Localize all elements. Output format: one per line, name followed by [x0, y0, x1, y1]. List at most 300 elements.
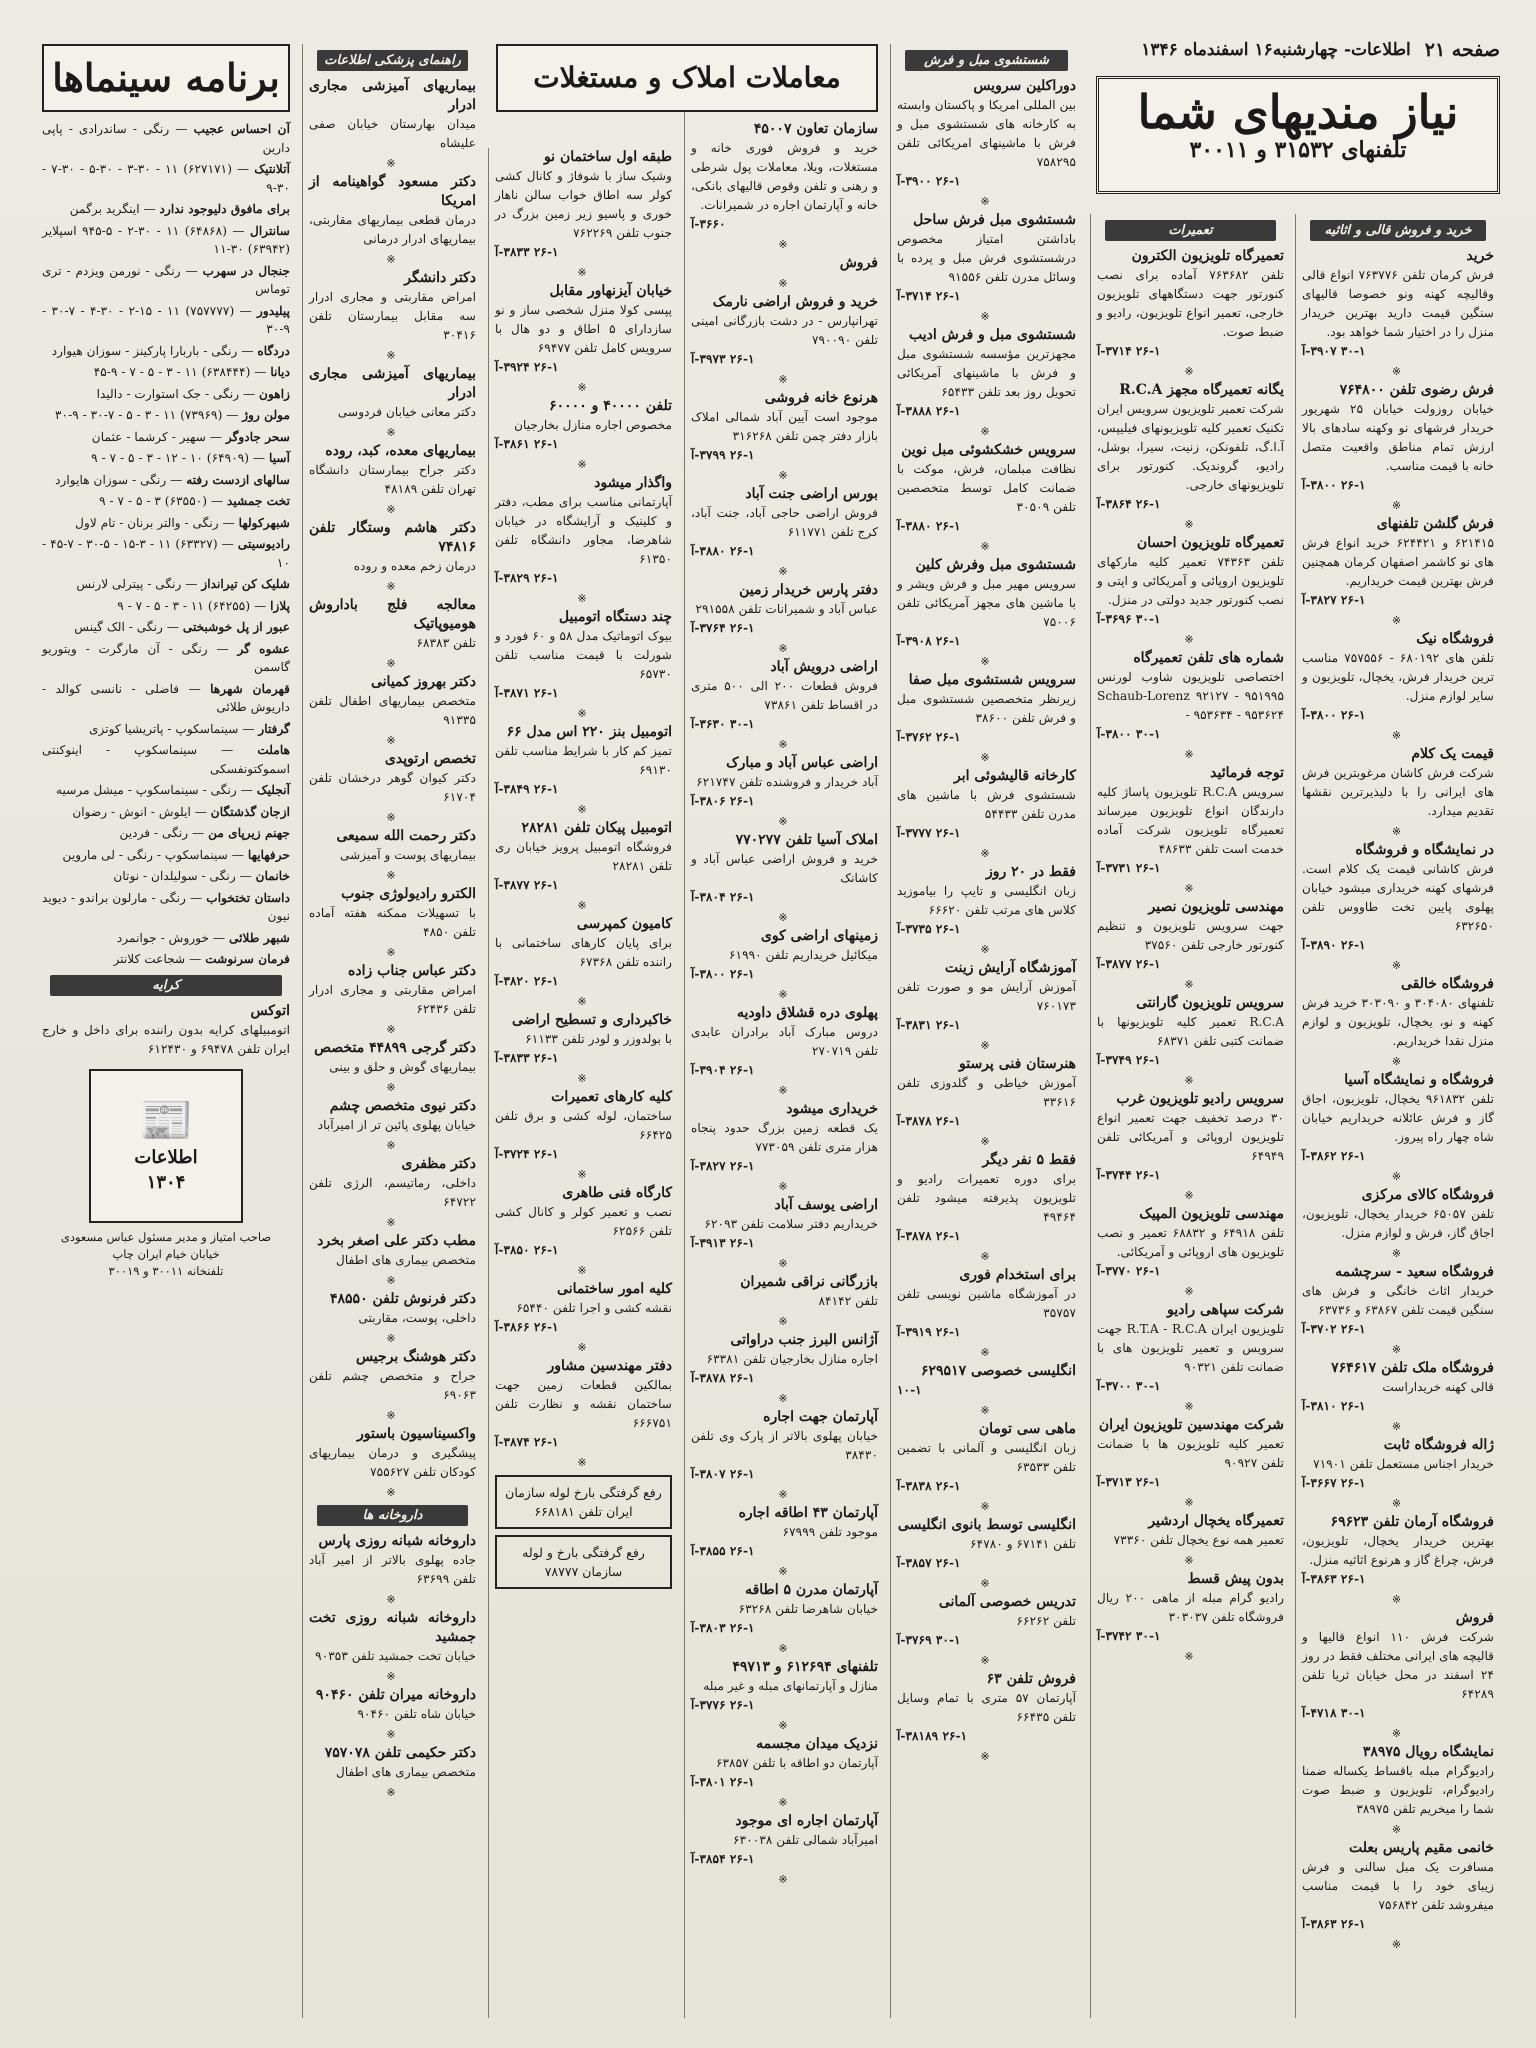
classified-ad — [1302, 1513, 1494, 1589]
column-furniture — [890, 44, 1082, 2018]
ad-text: دکتر معانی خیابان فردوسی — [337, 405, 476, 419]
ad-list — [309, 77, 476, 1499]
ad-code: ۲۶-۱ ۳۸۱۸۹-آ — [897, 1729, 968, 1743]
ad-title: فروشگاه سعید - سرچشمه — [1335, 1264, 1494, 1280]
classified-ad — [897, 441, 1076, 536]
film-title: پلازا — [270, 598, 290, 613]
ad-list — [495, 148, 672, 1589]
ad-code: ۲۶-۱ ۳۸۶۱-آ — [495, 437, 559, 451]
dash: — — [226, 223, 251, 238]
ad-separator: ※ — [980, 655, 993, 668]
ad-title: شستشوی مبل فرش ساحل — [913, 212, 1076, 228]
dash: — — [162, 620, 183, 634]
ad-title: فروش — [1455, 1610, 1494, 1626]
ad-title: بورس اراضی جنت آباد — [745, 486, 878, 502]
ad-text: تلفن ۷۴۳۶۳ تعمیر کلیه مارکهای تلویزیون اروپائی و آمریکائی و اپتی و نصب کنورتور جدید دولتی در منزل. — [1097, 555, 1284, 607]
ad-separator: ※ — [1184, 1496, 1197, 1509]
ad-title: کلیه کارهای تعمیرات — [551, 1089, 672, 1105]
cinema-listing — [42, 492, 290, 511]
cinema-listing — [42, 929, 290, 948]
ad-code: ۲۶-۱ ۳۸۰۴-آ — [691, 890, 755, 904]
ad-code: ۲۶-۱ ۳۷۷۷-آ — [897, 826, 961, 840]
ad-code: ۳۰-۱ ۴۷۱۸-آ — [1302, 1706, 1366, 1720]
ad-code: ۲۶-۱ ۳۹۲۴-آ — [495, 360, 559, 374]
film-details: رنگی - سولیلدان - نوتان — [113, 869, 236, 883]
dash: — — [139, 202, 160, 216]
ad-separator: ※ — [980, 751, 993, 764]
classified-ad — [897, 959, 1076, 1035]
classified-ad — [495, 608, 672, 703]
ad-separator: ※ — [386, 1216, 399, 1229]
ad-title: توجه فرمائید — [1210, 765, 1284, 781]
ad-title: اتومبیل بنز ۲۲۰ اس مدل ۶۶ — [506, 724, 672, 740]
ad-title: دکتر هاشم وستگار تلفن ۷۴۸۱۶ — [309, 520, 476, 555]
ad-separator: ※ — [386, 253, 399, 266]
dash: — — [235, 869, 256, 883]
dash: — — [185, 890, 207, 905]
ad-text: برای دوره تعمیرات رادیو و تلویزیون پذیرفته میشود تلفن ۴۹۴۶۴ — [897, 1172, 1076, 1224]
ad-code: ۲۶-۱ ۳۸۰۳-آ — [691, 1621, 755, 1635]
film-title: شبهر طلائی — [229, 930, 290, 945]
film-details: رنگی - سوزان هایوارد — [55, 472, 167, 487]
section-header-buy-sell: خرید و فروش قالی و اثاثیه — [1310, 220, 1486, 241]
ad-separator: ※ — [577, 1264, 590, 1277]
film-details: رنگی - جک استوارت - دالیدا — [96, 386, 240, 401]
classified-ad — [495, 1184, 672, 1260]
ad-title: نمایشگاه رویال ۳۸۹۷۵ — [1362, 1744, 1494, 1760]
classified-ad — [309, 269, 476, 345]
film-details: (۶۲۷۱۷۱) ۱۱ - ۳۰-۳ - ۳۰-۵ - ۳۰-۷ - ۳۰-۹ — [42, 162, 290, 195]
ad-text: زبان انگلیسی و تایپ را بیاموزید کلاس های مرتب تلفن ۶۶۶۲۰ — [897, 884, 1076, 917]
ad-text: بیماریهای پوست و آمیزشی — [339, 848, 476, 862]
ad-title: تعمیرگاه تلویزیون احسان — [1136, 535, 1284, 551]
dash: — — [237, 343, 258, 358]
ad-separator: ※ — [386, 1728, 399, 1741]
film-title: شبهرکولها — [238, 515, 290, 530]
cinema-listing — [42, 200, 290, 219]
ad-code: ۲۶-۱ ۳۸۳۳-آ — [495, 245, 559, 259]
cinema-listing — [42, 302, 290, 339]
ad-title: آپارتمان ۴۳ اطاقه اجاره — [738, 1505, 878, 1521]
film-details: رنگی - آن مارگرت - ویتوریو گاسمن — [42, 641, 290, 674]
ad-title: شستشوی مبل وفرش کلین — [915, 557, 1076, 573]
ad-separator: ※ — [980, 1577, 993, 1590]
classified-ad — [691, 1331, 878, 1388]
ad-title: فروشگاه خالقی — [1400, 976, 1494, 992]
ad-text: تهرانپارس - در دشت بازرگانی امینی تلفن ۷۹۰۰۹۰ — [691, 314, 878, 347]
ad-title: شرکت سپاهی رادیو — [1167, 1302, 1284, 1318]
ad-code: ۲۶-۱ ۳۸۷۷-آ — [1097, 957, 1161, 971]
publisher-owner: صاحب امتیاز و مدیر مسئول عباس مسعودی — [60, 1229, 272, 1244]
publisher-info — [42, 1229, 290, 1280]
ad-title: فروش — [839, 255, 878, 271]
film-title: دردگاه — [257, 343, 290, 358]
ad-separator: ※ — [980, 195, 993, 208]
classified-ad — [495, 282, 672, 377]
ad-text: فروشگاه اتومبیل پرویز خیابان ری تلفن ۲۸۲۸۱ — [495, 840, 672, 873]
ad-title: بیماریهای معده، کبد، روده — [325, 443, 476, 459]
film-title: تخت جمشید — [227, 494, 290, 508]
classified-ad — [309, 1039, 476, 1077]
ad-text: داخلی، پوست، مقاربتی — [358, 1311, 476, 1325]
ad-separator: ※ — [577, 803, 590, 816]
cinema-listing — [42, 160, 290, 197]
ad-title: تلفن ۴۰۰۰۰ و ۶۰۰۰۰ — [549, 398, 672, 414]
classified-ad — [309, 596, 476, 653]
ad-separator: ※ — [1391, 729, 1405, 742]
ad-title: آپارتمان جهت اجاره — [763, 1409, 878, 1425]
cinema-listing — [42, 618, 290, 637]
ad-code: ۲۶-۱ ۳۹۰۸-آ — [897, 634, 961, 648]
ad-title: فروش تلفن ۶۳ — [986, 1671, 1076, 1687]
film-title: سالهای ازدست رفته — [186, 472, 290, 487]
ad-text: بیماریهای گوش و حلق و بینی — [329, 1060, 476, 1074]
film-details: رنگی - مارلون براندو - دیوید نیون — [42, 890, 290, 923]
classified-ad — [1097, 1301, 1284, 1396]
cinema-listing — [42, 575, 290, 594]
ad-title: دکتر رحمت الله سمیعی — [336, 828, 476, 844]
classified-ad — [1097, 534, 1284, 629]
dash: — — [190, 804, 211, 819]
cinema-listing — [42, 889, 290, 926]
ad-code: ۱۰-۱ — [897, 1383, 922, 1397]
needs-phones: تلفنهای ۳۱۵۳۲ و ۳۰۰۱۱ — [1189, 137, 1407, 163]
ad-separator: ※ — [778, 1642, 791, 1655]
dash: — — [166, 472, 187, 487]
ad-title: انگلیسی توسط بانوی انگلیسی — [897, 1517, 1076, 1533]
ad-text: اختصاصی تلویزیون شاوب لورنس Schaub-Lorenz ۹۲۱۲۷ - ۹۵۱۹۹۵ - ۹۵۳۶۳۴ - ۹۵۳۶۲۴ — [1097, 670, 1284, 722]
classified-ad — [897, 1362, 1076, 1400]
film-details: (۶۴۸۶۸) ۱۱ - ۳۰-۲ - ۵-۹۴۵ اسپلایر (۶۳۹۴۲) ۳۰-۱۱ — [42, 223, 290, 256]
ad-title: الکترو رادیولوژی جنوب — [341, 886, 476, 902]
cinema-listing — [42, 342, 290, 361]
ad-code: ۲۶-۱ ۳۷۳۵-آ — [897, 922, 961, 936]
classified-ad — [495, 819, 672, 895]
film-details: (۶۳۵۵۰) ۳ - ۵ - ۷ - ۹ — [99, 494, 208, 508]
paper-date: اطلاعات- چهارشنبه۱۶ اسفندماه ۱۳۴۶ — [1141, 40, 1411, 60]
ad-separator: ※ — [1391, 1727, 1405, 1740]
ad-code: ۳۶۶۰-آ — [691, 217, 726, 231]
ad-text: آموزش خیاطی و گلدوزی تلفن ۳۳۶۱۶ — [897, 1076, 1076, 1109]
cinema-listing — [42, 597, 290, 616]
classified-ad — [309, 1609, 476, 1666]
classified-ad — [495, 1088, 672, 1164]
dash: — — [236, 783, 257, 797]
ad-code: ۲۶-۱ ۳۸۷۸-آ — [691, 1371, 755, 1385]
ad-separator: ※ — [980, 1500, 993, 1513]
ad-separator: ※ — [1391, 825, 1405, 838]
dash: — — [188, 826, 209, 840]
pharmacy-list — [309, 1532, 476, 1799]
ad-text: ۳۰ درصد تخفیف جهت تعمیر انواع تلویزیون اروپائی و آمریکائی تلفن ۶۴۹۴۹ — [1097, 1111, 1284, 1163]
classified-ad — [1097, 764, 1284, 878]
ad-separator: ※ — [980, 1654, 993, 1667]
ad-text: درمان زخم معده و روده — [353, 559, 476, 573]
ad-code: ۲۶-۱ ۳۸۰۶-آ — [691, 794, 755, 808]
ad-text: خیابان شاهرضا تلفن ۶۳۲۶۸ — [738, 1602, 878, 1616]
ad-title: دکتر بهروز کمیانی — [370, 674, 476, 690]
classified-ad — [897, 863, 1076, 939]
ad-separator: ※ — [1184, 1400, 1197, 1413]
film-title: شلیک کن تیرانداز — [201, 577, 290, 591]
ad-title: بیماریهای آمیزشی مجاری ادرار — [309, 78, 476, 113]
ad-title: قیمت یک کلام — [1411, 746, 1494, 762]
film-details: رنگی - سینماسکوپ - میشل مرسیه — [55, 783, 237, 797]
column-medical — [302, 44, 482, 2018]
classified-ad — [309, 1744, 476, 1782]
ad-text: مسافرت یک مبل سالنی و فرش زیبای خود را با قیمت مناسب میفروشد تلفن ۷۵۶۸۴۲ — [1302, 1860, 1494, 1912]
ad-separator: ※ — [778, 815, 791, 828]
cinema-listing — [42, 640, 290, 677]
ad-title: خیابان آیزنهاور مقابل — [549, 283, 672, 299]
ad-code: ۲۶-۱ ۳۸۱۰-آ — [1302, 1399, 1366, 1413]
newspaper-icon: 📰 — [138, 1094, 194, 1146]
film-details: رنگی - پیترلی لارنس — [76, 577, 182, 591]
classified-ad — [1097, 247, 1284, 361]
ad-text: داخلی، رماتیسم، الرژی تلفن ۶۴۷۲۲ — [309, 1176, 476, 1209]
needs-banner — [1096, 76, 1500, 194]
classified-ad — [691, 1812, 878, 1869]
film-details: شجاعت کلانتر — [113, 952, 186, 966]
ad-title: دکتر هوشنگ برجیس — [355, 1349, 476, 1365]
ad-title: داروخانه میران تلفن ۹۰۴۶۰ — [315, 1687, 476, 1703]
section-header-furniture: شستشوی مبل و فرش — [905, 50, 1068, 71]
ad-text: آپارتمان دو اطاقه با تلفن ۶۳۸۵۷ — [715, 1756, 878, 1770]
dash: — — [185, 952, 206, 966]
ad-title: در نمایشگاه و فروشگاه — [1355, 842, 1494, 858]
ad-separator: ※ — [980, 943, 993, 956]
classified-ad — [1302, 1186, 1494, 1243]
dash: — — [205, 429, 226, 444]
ad-separator: ※ — [778, 373, 791, 386]
ad-title: فرش رضوی تلفن ۷۶۴۸۰۰ — [1339, 382, 1494, 398]
ad-separator: ※ — [386, 1274, 399, 1287]
ad-code: ۲۶-۱ ۳۸۲۷-آ — [1302, 593, 1366, 607]
ad-separator: ※ — [1391, 499, 1405, 512]
ad-separator: ※ — [577, 381, 590, 394]
classified-ad — [1097, 1512, 1284, 1550]
ad-separator: ※ — [778, 988, 791, 1001]
rental-ad — [42, 1002, 290, 1059]
cinema-listing — [42, 824, 290, 843]
ad-separator: ※ — [386, 734, 399, 747]
ad-separator: ※ — [1184, 978, 1197, 991]
ad-separator: ※ — [778, 1315, 791, 1328]
ad-text: تعمیر همه نوع یخچال تلفن ۷۳۳۶۰ — [1113, 1533, 1284, 1547]
ad-code: ۲۶-۱ ۳۸۸۸-آ — [897, 404, 961, 418]
stamp-label: اطلاعات — [134, 1146, 198, 1168]
ad-title: خرید — [1466, 248, 1494, 264]
ad-title: دفتر پارس خریدار زمین — [739, 582, 878, 598]
ad-text: دکتر جراح بیمارستان دانشگاه تهران تلفن ۴۸۱۸۹ — [309, 463, 476, 496]
ad-code: ۲۶-۱ ۳۸۷۱-آ — [495, 686, 559, 700]
classified-ad — [309, 1155, 476, 1212]
cinema-listing — [42, 741, 290, 778]
ad-text: برای پایان کارهای ساختمانی با راننده تلفن ۶۷۳۶۸ — [495, 936, 672, 969]
ad-title: خریداری میشود — [786, 1101, 878, 1117]
ad-text: بین المللی امریکا و پاکستان وابسته به کارخانه های شستشوی مبل و فرش با ماشینهای امریکائی تلفن ۷۵۸۲۹۵ — [897, 98, 1076, 169]
paper-logo-stamp — [89, 1069, 243, 1223]
ad-text: آموزش آرایش مو و صورت تلفن ۷۶۰۱۷۳ — [897, 980, 1076, 1013]
ad-text: قالی کهنه خریداراست — [1382, 1380, 1494, 1394]
ad-text: دروس مبارک آباد برادران عابدی تلفن ۲۷۰۷۱۹ — [691, 1025, 878, 1058]
ad-title: داروخانه شبانه روزی پارس — [318, 1533, 476, 1549]
film-details: رنگی - نورمن ویزدم - تری توماس — [42, 263, 290, 296]
ad-separator: ※ — [577, 458, 590, 471]
ad-code: ۲۶-۱ ۳۹۱۳-آ — [691, 1236, 755, 1250]
ad-text: بمالکین قطعات زمین جهت ساختمان نقشه و نظارت تلفن ۶۶۶۷۵۱ — [495, 1378, 672, 1430]
ad-title: سرویس تلویزیون گارانتی — [1136, 995, 1284, 1011]
ad-text: یک قطعه زمین بزرگ حدود پنجاه هزار متری تلفن ۷۷۳۰۵۹ — [691, 1121, 878, 1154]
ad-title: دفتر مهندسین مشاور — [547, 1358, 672, 1374]
ad-separator: ※ — [386, 1081, 399, 1094]
column-repairs — [1090, 214, 1290, 2018]
ad-title: انگلیسی خصوصی ۶۲۹۵۱۷ — [921, 1363, 1076, 1379]
ad-code: ۲۶-۱ ۳۸۷۷-آ — [495, 878, 559, 892]
ad-separator: ※ — [1184, 633, 1197, 646]
ad-title: واکسیناسیون باستور — [357, 1426, 476, 1442]
dash: — — [179, 681, 211, 696]
classified-ad — [691, 581, 878, 638]
film-title: مولن روژ — [242, 408, 290, 422]
ad-separator: ※ — [778, 642, 791, 655]
film-title: هاملت — [257, 743, 290, 757]
ad-separator: ※ — [386, 426, 399, 439]
ad-separator: ※ — [778, 1796, 791, 1809]
classified-ad — [1302, 1071, 1494, 1166]
ad-separator: ※ — [1391, 1938, 1405, 1951]
ad-separator: ※ — [980, 847, 993, 860]
ad-text: تلویزیون ایران R.T.A - R.C.A جهت سرویس و تعمیر تلویزیون های با ضمانت تلفن ۹۰۳۲۱ — [1097, 1322, 1284, 1374]
section-header-pharmacy: داروخانه ها — [317, 1505, 468, 1526]
ad-text: تلفن ۸۴۱۴۲ — [818, 1294, 878, 1308]
classified-ad — [309, 885, 476, 942]
ad-title: مطب دکتر علی اصغر بخرد — [317, 1233, 476, 1249]
ad-text: تلفن ۷۶۳۶۸۲ آماده برای نصب کنورتور جهت دستگاههای تلویزیون خارجی، تعمیر انواع تلویزیون، رادیو و ضبط صوت. — [1097, 268, 1284, 339]
film-details: رنگی - ساندرادی - پاپی دارین — [42, 122, 290, 155]
cinema-listing — [42, 781, 290, 800]
classified-ad — [309, 1532, 476, 1589]
ad-text: متخصص بیماری های اطفال — [336, 1253, 476, 1267]
dash: — — [218, 515, 239, 530]
ad-text: خرید و فروش اراضی عباس آباد و کاشانک — [691, 852, 878, 885]
ad-separator: ※ — [1184, 1554, 1197, 1567]
ad-separator: ※ — [386, 657, 399, 670]
ad-text: خیابان شاه تلفن ۹۰۴۶۰ — [357, 1707, 476, 1721]
ad-code: ۲۶-۱ ۳۷۴۹-آ — [1097, 1053, 1161, 1067]
classified-ad — [691, 1408, 878, 1484]
classified-ad — [897, 211, 1076, 306]
ad-separator: ※ — [1184, 882, 1197, 895]
classified-ad — [309, 673, 476, 730]
ad-text: متخصص بیماری های اطفال — [336, 1765, 476, 1779]
ad-separator: ※ — [778, 1873, 791, 1886]
film-details: فاضلی - نانسی کوالد - داریوش طلائی — [42, 681, 290, 714]
ad-title: شستشوی مبل و فرش ادیب — [909, 327, 1076, 343]
ad-code: ۲۶-۱ ۳۸۰۰-آ — [1302, 708, 1366, 722]
ad-separator: ※ — [577, 1341, 590, 1354]
ad-code: ۲۶-۱ ۳۸۰۰-آ — [1302, 478, 1366, 492]
film-title: فرمان سرنوشت — [205, 952, 290, 966]
film-title: آنجلیک — [256, 783, 290, 797]
ad-text: تلفن ۶۶۲۶۲ — [1016, 1614, 1076, 1628]
ad-title: طبقه اول ساختمان نو — [543, 149, 672, 165]
classified-ad — [309, 1348, 476, 1405]
ad-text: مخصوص اجاره منازل بخارجیان — [514, 418, 672, 432]
classified-ad — [1302, 745, 1494, 821]
classified-ad — [1097, 898, 1284, 974]
ad-text: جهت سرویس تلویزیون و تنظیم کنورتور خارجی تلفن ۳۷۵۶۰ — [1097, 919, 1284, 952]
classified-ad — [309, 750, 476, 807]
film-details: رنگی - والتر برنان - تام لاول — [75, 515, 219, 530]
ad-text: خیابان پهلوی بالاتر از پارک وی تلفن ۳۸۴۳۰ — [691, 1429, 878, 1462]
classified-ad — [691, 1004, 878, 1080]
classified-ad — [691, 1504, 878, 1561]
film-title: دیانا — [270, 365, 290, 379]
ad-title: املاک آسیا تلفن ۷۷۰۲۷۷ — [735, 832, 878, 848]
ad-code: ۲۶-۱ ۳۷۷۶-آ — [691, 1698, 755, 1712]
classified-ad — [897, 1420, 1076, 1496]
ad-title: دکتر فرنوش تلفن ۴۸۵۵۰ — [330, 1291, 476, 1307]
ad-separator: ※ — [386, 1593, 399, 1606]
ad-text: ۶۲۱۴۱۵ و ۶۲۴۴۲۱ خرید انواع فرش های نو کاشمر اصفهان کرمان همچنین فرش بهترین قیمت خریداریم. — [1302, 536, 1494, 588]
cinema-listing — [42, 514, 290, 533]
ad-code: ۲۶-۱ ۳۷۱۳-آ — [1097, 1475, 1161, 1489]
ad-text: آپارتمانی مناسب برای مطب، دفتر و کلینیک و آرایشگاه در خیابان شاهرضا، مجاور دانشگاه تلفن ۶۱۳۵۰ — [495, 495, 672, 566]
ad-title: کلیه امور ساختمانی — [557, 1281, 672, 1297]
cinema-listing — [42, 720, 290, 739]
ad-text: جراح و متخصص چشم تلفن ۶۹۰۶۳ — [309, 1369, 476, 1402]
ad-text: میکائیل خریداریم تلفن ۶۱۹۹۰ — [729, 948, 878, 962]
column-property — [488, 148, 678, 2018]
ad-title: تلفنهای ۶۱۲۶۹۴ و ۴۹۷۱۳ — [732, 1659, 878, 1675]
classified-ad — [1097, 381, 1284, 514]
ad-text: خریداریم دفتر سلامت تلفن ۶۲۰۹۳ — [704, 1217, 878, 1231]
ad-code: ۲۶-۱ ۳۷۱۴-آ — [897, 289, 961, 303]
classified-ad — [897, 1266, 1076, 1342]
ad-code: ۳۰-۱ ۳۷۴۲-آ — [1097, 1629, 1161, 1643]
ad-title: مهندسی تلویزیون نصیر — [1148, 899, 1284, 915]
ad-separator: ※ — [778, 565, 791, 578]
dash: — — [249, 451, 269, 465]
classified-ad — [1302, 1609, 1494, 1723]
classified-ad — [897, 1670, 1076, 1746]
ad-title: مهندسی تلویزیون المپیک — [1139, 1206, 1284, 1222]
classified-ad — [495, 148, 672, 262]
ad-title: ژاله فروشگاه ثابت — [1383, 1437, 1494, 1453]
ad-title: فروشگاه نیک — [1416, 631, 1494, 647]
ad-title: دکتر مظفری — [401, 1156, 476, 1172]
classified-ad — [1097, 994, 1284, 1070]
dash: — — [222, 408, 243, 422]
ad-code: ۲۶-۱ ۳۸۷۸-آ — [897, 1114, 961, 1128]
ad-code: ۳۰-۱ ۳۹۰۷-آ — [1302, 344, 1366, 358]
rental-text: اتومبیلهای کرایه بدون راننده برای داخل و خارج ایران تلفن ۶۹۴۷۸ و ۶۱۲۴۳۰ — [42, 1022, 290, 1056]
ad-separator: ※ — [386, 869, 399, 882]
ad-title: هرنوع خانه فروشی — [764, 390, 878, 406]
ad-text: نظافت مبلمان، فرش، موکت با ضمانت کامل توسط متخصصین تلفن ۳۰۵۰۹ — [897, 462, 1076, 514]
ad-separator: ※ — [386, 1670, 399, 1683]
ad-separator: ※ — [1184, 518, 1197, 531]
ad-title: تعمیرگاه تلویزیون الکترون — [1131, 248, 1284, 264]
ad-code: ۲۶-۱ ۳۸۲۹-آ — [495, 571, 559, 585]
ad-code: ۲۶-۱ ۳۷۶۲-آ — [897, 730, 961, 744]
ad-separator: ※ — [980, 1039, 993, 1052]
classified-ad — [691, 1658, 878, 1715]
ad-separator: ※ — [980, 1135, 993, 1148]
ad-text: فروش قطعات ۲۰۰ الی ۵۰۰ متری در اقساط تلفن ۷۳۸۶۱ — [691, 679, 878, 712]
dash: — — [232, 162, 255, 176]
